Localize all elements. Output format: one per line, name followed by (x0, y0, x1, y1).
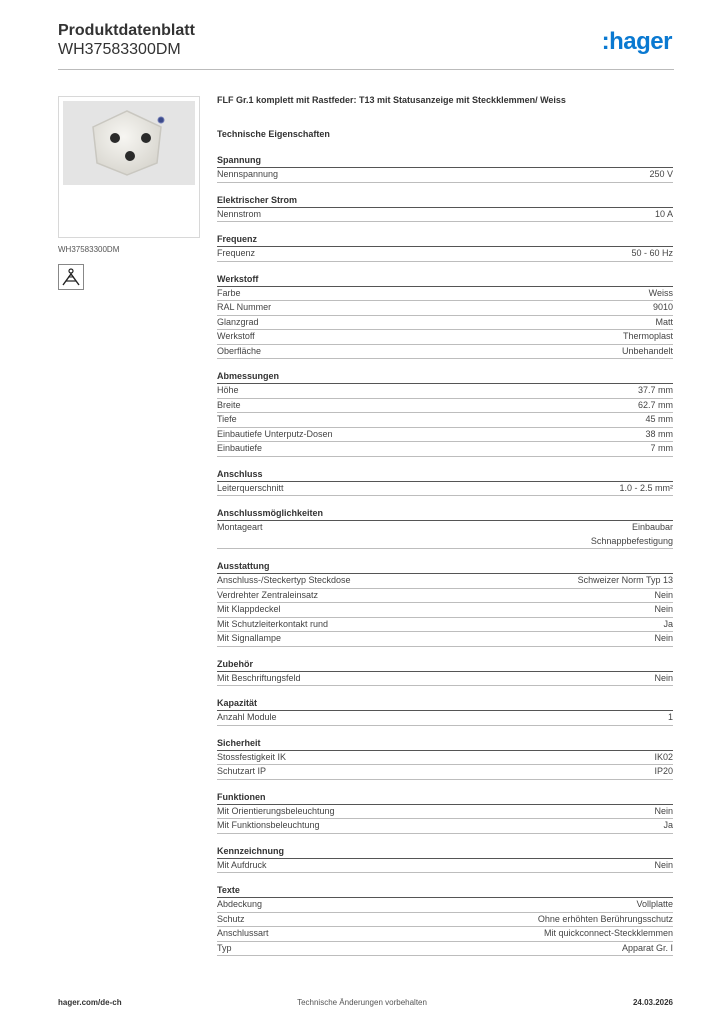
spec-label: Montageart (217, 522, 263, 532)
spec-label: Werkstoff (217, 331, 255, 341)
footer-disclaimer: Technische Änderungen vorbehalten (297, 998, 427, 1007)
spec-section (217, 737, 673, 780)
spec-value (663, 819, 673, 833)
spec-value-line: Nein (654, 672, 673, 683)
spec-row (217, 301, 673, 316)
spec-label: Schutzart IP (217, 766, 267, 776)
spec-row (217, 316, 673, 331)
spec-row (217, 805, 673, 820)
spec-label: Typ (217, 942, 232, 953)
section-title: Anschlussmöglichkeiten (217, 507, 673, 521)
footer-date: 24.03.2026 (632, 998, 673, 1007)
spec-label: Höhe (217, 385, 239, 395)
spec-section (217, 233, 673, 262)
spec-value (622, 942, 673, 956)
section-title: Anschluss (217, 468, 673, 482)
spec-row (217, 632, 673, 647)
spec-label: Anschlussart (217, 928, 269, 938)
spec-value (654, 859, 673, 873)
spec-value-line: IK02 (654, 751, 673, 762)
spec-section (217, 468, 673, 497)
spec-row (217, 942, 673, 957)
spec-value-line: 62.7 mm (637, 399, 673, 410)
spec-row (217, 711, 673, 726)
spec-value (649, 168, 673, 182)
spec-value-line: Mit quickconnect-Steckklemmen (543, 928, 673, 938)
spec-value (631, 247, 673, 261)
spec-label: Mit Orientierungsbeleuchtung (217, 805, 335, 816)
spec-row (217, 927, 673, 942)
spec-value (636, 898, 673, 912)
page-header (58, 22, 674, 70)
spec-label: Anschluss-/Steckertyp Steckdose (217, 575, 351, 585)
spec-value (638, 399, 673, 413)
section-title: Kennzeichnung (217, 845, 673, 859)
spec-value-line: Ja (663, 618, 673, 629)
spec-value-line: 45 mm (645, 414, 673, 424)
section-title: Spannung (217, 154, 673, 168)
spec-value-line: 250 V (649, 169, 673, 179)
spec-row (217, 442, 673, 457)
section-title: Sicherheit (217, 737, 673, 751)
spec-value-line: 50 - 60 Hz (631, 248, 673, 258)
spec-value (668, 711, 673, 725)
spec-label: Anzahl Module (217, 712, 277, 722)
spec-value-line: Ja (663, 820, 673, 830)
spec-section (217, 560, 673, 647)
spec-value (651, 442, 674, 456)
section-title: Ausstattung (217, 560, 673, 574)
spec-value (654, 589, 673, 603)
spec-section (217, 154, 673, 183)
spec-label: Mit Signallampe (217, 633, 282, 643)
spec-row (217, 618, 673, 633)
section-title: Kapazität (217, 697, 673, 711)
socket-outlet-icon (63, 101, 195, 185)
section-title: Elektrischer Strom (217, 194, 673, 208)
spec-label: Tiefe (217, 414, 237, 424)
spec-value-line: Schweizer Norm Typ 13 (577, 575, 673, 585)
section-title: Funktionen (217, 791, 673, 805)
spec-row (217, 345, 673, 360)
image-caption: WH37583300DM (58, 245, 120, 254)
spec-value (645, 413, 673, 427)
spec-value-line: Weiss (648, 287, 673, 298)
spec-row (217, 330, 673, 345)
spec-value (654, 632, 673, 646)
spec-value-line: Ohne erhöhten Berührungsschutz (537, 913, 673, 924)
spec-row (217, 859, 673, 874)
section-title: Abmessungen (217, 370, 673, 384)
spec-value (653, 301, 673, 315)
spec-label: Leiterquerschnitt (217, 482, 284, 493)
spec-value (654, 751, 673, 765)
spec-row (217, 413, 673, 428)
spec-value-line: Nein (654, 633, 673, 643)
spec-row (217, 751, 673, 766)
spec-value-line: Einbaubar (631, 522, 673, 532)
spec-section (217, 370, 673, 457)
spec-section (217, 697, 673, 726)
spec-value (655, 316, 673, 330)
product-image (58, 96, 200, 238)
spec-value (638, 384, 673, 398)
spec-section (217, 273, 673, 360)
product-description: FLF Gr.1 komplett mit Rastfeder: T13 mit Statusanzeige mit Steckklemmen/ Weiss (217, 95, 566, 105)
spec-row (217, 603, 673, 618)
spec-section (217, 194, 673, 223)
spec-label: Farbe (217, 287, 241, 298)
spec-value (645, 428, 673, 442)
spec-label: Glanzgrad (217, 316, 259, 327)
spec-label: Abdeckung (217, 899, 263, 909)
spec-value-line: Nein (654, 589, 673, 600)
spec-value (538, 913, 673, 927)
technical-properties-heading: Technische Eigenschaften (217, 129, 330, 139)
header-divider (58, 69, 674, 70)
spec-value-line: Vollplatte (636, 899, 673, 909)
spec-label: Mit Aufdruck (217, 859, 267, 870)
spec-value-line: 10 A (654, 208, 673, 219)
spec-label: Nennstrom (217, 208, 262, 219)
spec-row (217, 913, 673, 928)
spec-label: Stossfestigkeit IK (217, 751, 287, 762)
spec-label: Einbautiefe Unterputz-Dosen (217, 428, 333, 439)
document-title: Produktdatenblatt (58, 22, 195, 39)
spec-section (217, 791, 673, 834)
spec-section (217, 507, 673, 549)
spec-value (623, 330, 673, 344)
spec-row (217, 819, 673, 834)
spec-value (649, 287, 673, 301)
section-title: Frequenz (217, 233, 673, 247)
spec-value-line: 38 mm (645, 428, 673, 439)
spec-row (217, 672, 673, 687)
spec-value (578, 574, 673, 588)
hager-logo: :hager (601, 28, 672, 55)
socket-photo (63, 101, 195, 185)
spec-label: Verdrehter Zentraleinsatz (217, 589, 319, 600)
spec-label: RAL Nummer (217, 302, 272, 312)
spec-value-line: Unbehandelt (621, 345, 673, 356)
section-title: Zubehör (217, 658, 673, 672)
section-title: Texte (217, 884, 673, 898)
spec-row (217, 168, 673, 183)
spec-value (622, 345, 673, 359)
spec-value-line: Matt (655, 316, 673, 327)
spec-row (217, 482, 673, 497)
spec-value-line: 1 (667, 712, 673, 722)
product-details (217, 95, 673, 956)
spec-label: Einbautiefe (217, 443, 263, 453)
spec-row (217, 428, 673, 443)
spec-section (217, 845, 673, 874)
spec-value-line: Apparat Gr. I (621, 942, 673, 953)
product-number: WH37583300DM (58, 41, 181, 58)
spec-label: Nennspannung (217, 169, 279, 179)
spec-value (654, 603, 673, 617)
spec-value-line: 7 mm (650, 443, 673, 453)
spec-row (217, 399, 673, 414)
spec-value (619, 482, 673, 496)
spec-row (217, 574, 673, 589)
spec-label: Breite (217, 399, 241, 410)
spec-value-line: Nein (654, 859, 673, 870)
section-title: Werkstoff (217, 273, 673, 287)
spec-row (217, 247, 673, 262)
spec-value (654, 765, 673, 779)
spec-value (654, 672, 673, 686)
spec-value-line: Schnappbefestigung (590, 535, 673, 546)
spec-value (544, 927, 673, 941)
spec-value-line: Thermoplast (622, 331, 673, 341)
spec-value-line: 37.7 mm (637, 385, 673, 395)
spec-value-line: 1.0 - 2.5 mm² (619, 482, 673, 493)
spec-value (654, 805, 673, 819)
spec-row (217, 765, 673, 780)
spec-value (663, 618, 673, 632)
spec-value-line: 9010 (652, 302, 673, 312)
spec-row (217, 898, 673, 913)
spec-row (217, 521, 673, 549)
spec-row (217, 589, 673, 604)
spec-section (217, 658, 673, 687)
spec-row (217, 384, 673, 399)
spec-label: Oberfläche (217, 345, 262, 356)
spec-label: Frequenz (217, 248, 256, 258)
spec-value (655, 208, 673, 222)
spec-value-line: Nein (654, 805, 673, 816)
spec-row (217, 208, 673, 223)
spec-label: Mit Schutzleiterkontakt rund (217, 618, 329, 629)
spec-row (217, 287, 673, 302)
spec-label: Mit Funktionsbeleuchtung (217, 820, 320, 830)
spec-value-line: IP20 (654, 766, 673, 776)
installation-symbol-icon (58, 264, 84, 290)
spec-label: Schutz (217, 913, 245, 924)
spec-label: Mit Klappdeckel (217, 604, 281, 614)
spec-label: Mit Beschriftungsfeld (217, 672, 301, 683)
spec-section (217, 884, 673, 956)
spec-sections (217, 154, 673, 956)
spec-value (591, 521, 673, 548)
spec-value-line: Nein (654, 604, 673, 614)
footer-website: hager.com/de-ch (58, 998, 122, 1007)
